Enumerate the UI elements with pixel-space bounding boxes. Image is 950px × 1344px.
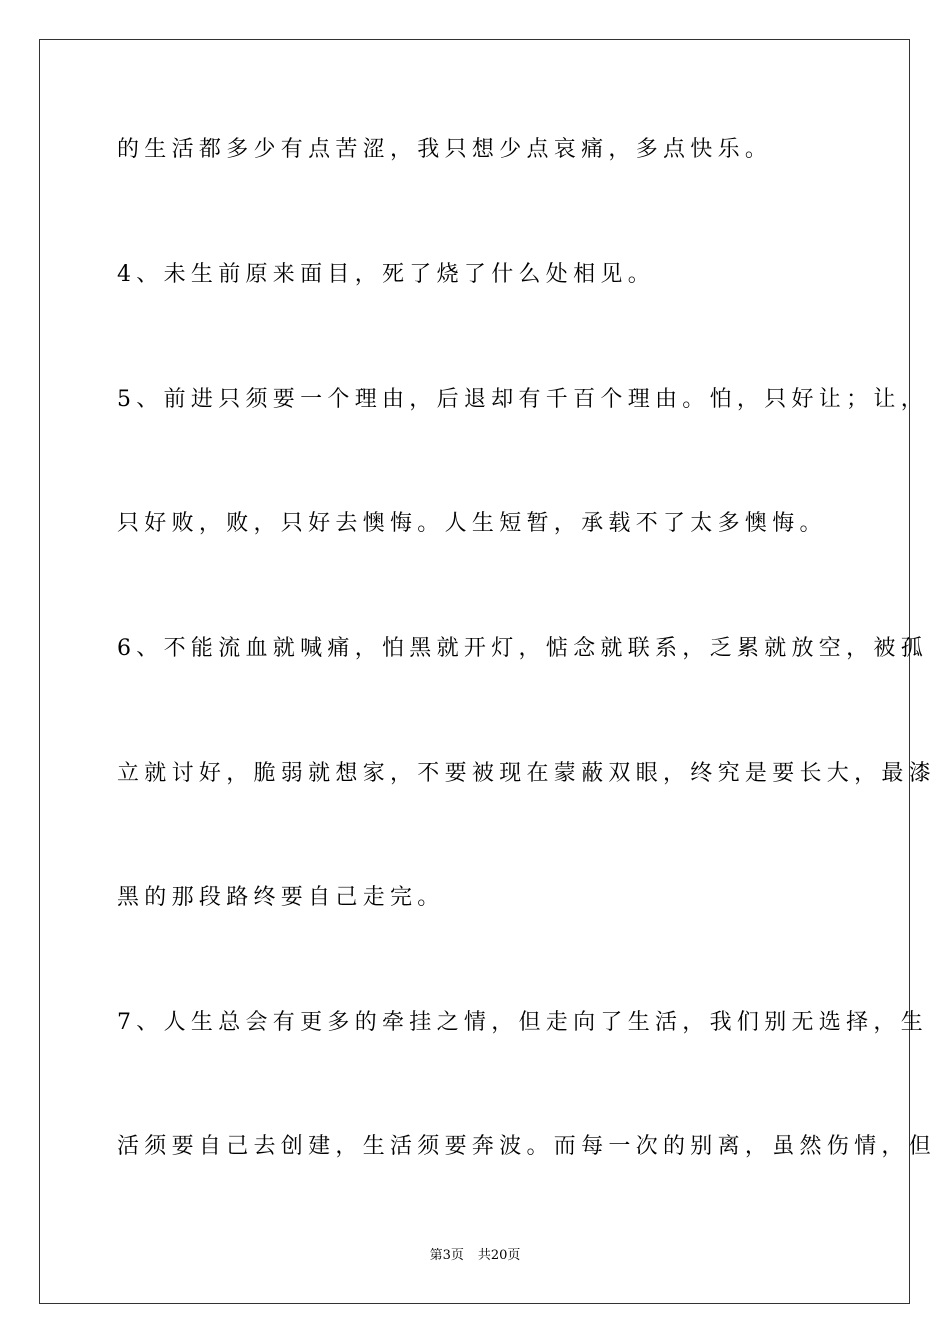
text-line: 活须要自己去创建，生活须要奔波。而每一次的别离，虽然伤情，但 — [117, 1134, 937, 1159]
page-border — [39, 39, 937, 1304]
text-line: 立就讨好，脆弱就想家，不要被现在蒙蔽双眼，终究是要长大，最漆 — [117, 761, 937, 786]
text-line: 黑的那段路终要自己走完。 — [117, 885, 445, 910]
text-line: 4、未生前原来面目，死了烧了什么处相见。 — [117, 262, 655, 287]
text-line: 5、前进只须要一个理由，后退却有千百个理由。怕，只好让；让， — [117, 387, 928, 412]
page-footer — [0, 1248, 950, 1264]
text-line: 只好败，败，只好去懊悔。人生短暂，承载不了太多懊悔。 — [117, 511, 827, 536]
page-number-current: 第3页 — [429, 1248, 464, 1263]
text-line: 7、人生总会有更多的牵挂之情，但走向了生活，我们别无选择，生 — [117, 1010, 928, 1035]
text-line: 的生活都多少有点苦涩，我只想少点哀痛，多点快乐。 — [117, 137, 773, 162]
text-line: 6、不能流血就喊痛，怕黑就开灯，惦念就联系，乏累就放空，被孤 — [117, 636, 928, 661]
page-number-total: 共20页 — [477, 1248, 521, 1263]
